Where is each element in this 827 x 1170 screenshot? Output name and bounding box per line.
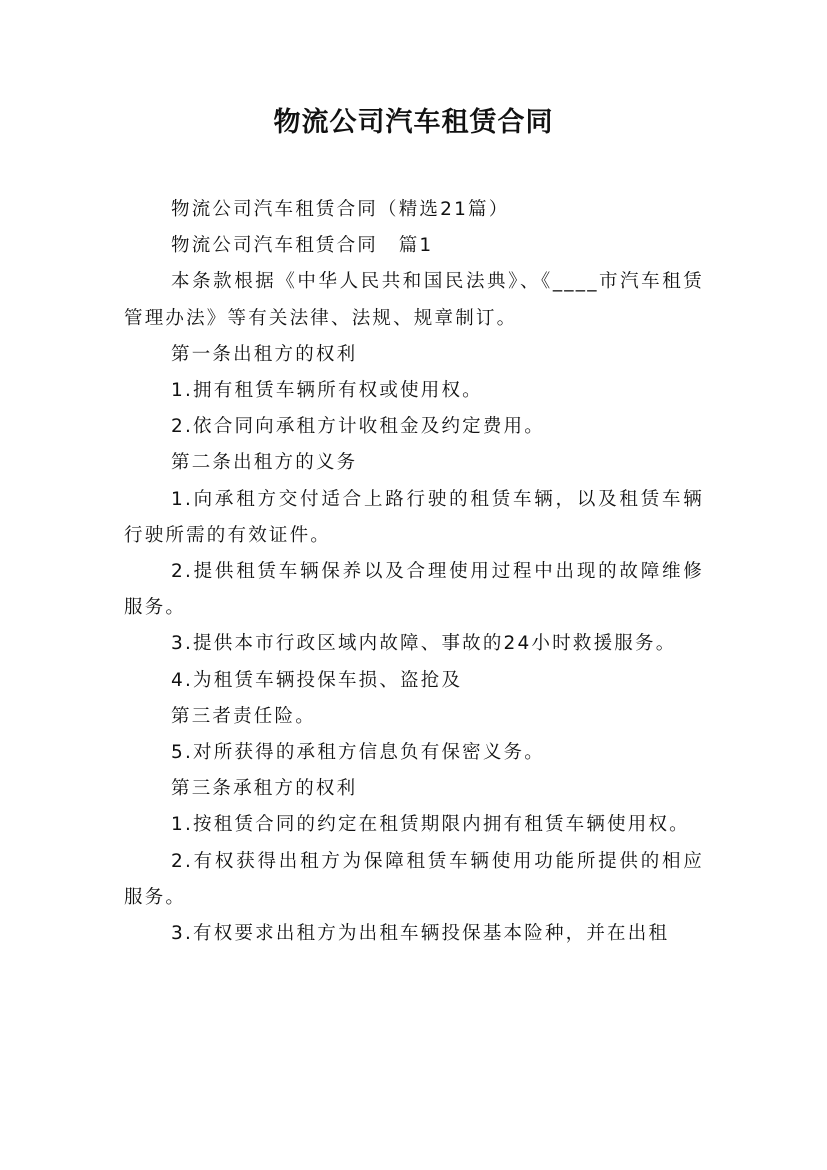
document-title: 物流公司汽车租赁合同 [273,107,554,138]
document-body [124,192,704,952]
article-1-item-2: 2.依合同向承租方计收租金及约定费用。 [171,416,545,438]
paragraph-intro: 本条款根据《中华人民共和国民法典》、《____市汽车租赁管理办法》等有关法律、法规、规章制订。 [124,271,704,329]
paragraph-subtitle: 物流公司汽车租赁合同（精选21篇） [171,199,510,220]
article-3-item-2: 2.有权获得出租方为保障租赁车辆使用功能所提供的相应服务。 [124,850,704,908]
article-3-item-1: 1.按租赁合同的约定在租赁期限内拥有租赁车辆使用权。 [171,814,690,836]
article-1-item-1: 1.拥有租赁车辆所有权或使用权。 [171,380,483,402]
article-2-item-4: 4.为租赁车辆投保车损、盗抢及 [171,669,463,691]
article-2-item-1: 1.向承租方交付适合上路行驶的租赁车辆，以及租赁车辆行驶所需的有效证件。 [124,488,704,546]
article-2-item-4-continued: 第三者责任险。 [171,705,316,727]
article-3-item-3: 3.有权要求出租方为出租车辆投保基本险种，并在出租 [171,923,670,945]
article-2-heading: 第二条出租方的义务 [171,452,358,474]
article-2-item-3: 3.提供本市行政区域内故障、事故的24小时救援服务。 [171,633,677,655]
article-1-heading: 第一条出租方的权利 [171,343,358,365]
paragraph-section-heading: 物流公司汽车租赁合同 篇1 [171,235,434,257]
article-2-item-2: 2.提供租赁车辆保养以及合理使用过程中出现的故障维修服务。 [124,561,704,619]
article-3-heading: 第三条承租方的权利 [171,778,358,800]
article-2-item-5: 5.对所获得的承租方信息负有保密义务。 [171,742,545,764]
